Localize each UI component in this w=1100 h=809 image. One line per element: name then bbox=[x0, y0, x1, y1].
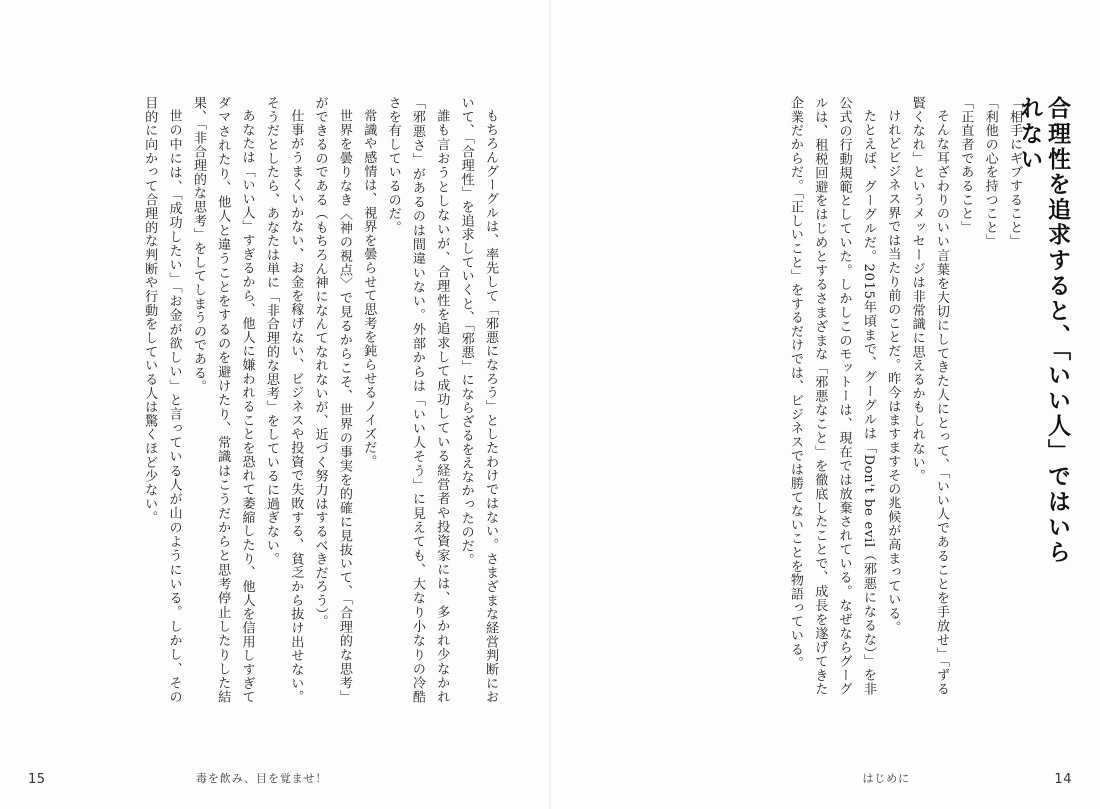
paragraph: 世界を曇りなき〈神の視点〉で見るからこそ、世界の事実を的確に見抜いて、「合理的な思考」ができるのである（もちろん神になんてなれないが、近づく努力はするべきだろう）。 bbox=[312, 96, 352, 704]
bullet-item: 「利他の心を持つこと」 bbox=[982, 96, 998, 249]
folio-right: 14 bbox=[1054, 772, 1072, 787]
bullet-item: 「正直者であること」 bbox=[958, 96, 974, 235]
paragraph: たとえば、グーグルだ。2015年頃まで、グーグルは「Don't be evil（邪悪になるな）」を非公式の行動規範としていた。しかしこのモットーは、現在では放棄されている。なぜならグーグルは、租税回避をはじめとするさまざまな「邪悪なこと」を徹底したことで、成長を遂げてきた企業だからだ。「正しいこと」をするだけでは、ビジネスでは勝てないことを物語っている。 bbox=[787, 96, 876, 696]
folio-left: 15 bbox=[28, 772, 46, 787]
running-head-right: はじめに bbox=[862, 772, 910, 785]
paragraph: けれどビジネス界では当たり前のことだ。昨今はますますその兆候が高まっている。 bbox=[885, 109, 901, 635]
paragraph: あなたは「いい人」すぎるから、他人に嫌われることを恐れて萎縮したり、他人を信用しすぎてダマされたり、他人と違うことをするのを避けたり、常識はこうだからと思考停止したりした結果、「非合理的な思考」をしてしまうのである。 bbox=[190, 96, 255, 704]
paragraph: そんな耳ざわりのいい言葉を大切にしてきた人にとって、「いい人であることを手放せ」「ずる賢くなれ」というメッセージは非常識に思えるかもしれない。 bbox=[909, 96, 949, 696]
paragraph: 常識や感情は、視界を曇らせて思考を鈍らせるノイズだ。 bbox=[361, 109, 377, 469]
page-title: 合理性を追求すると、「いい人」ではいられない bbox=[1016, 96, 1070, 566]
paragraph: 仕事がうまくいかない、お金を稼げない、ビジネスや投資で失敗する、貧乏から抜け出せない。そうだとしたら、あなたは単に「非合理的な思考」をしているに過ぎない。 bbox=[263, 96, 304, 704]
bullet-item: 「相手にギブすること」 bbox=[1007, 96, 1022, 249]
right-page-body bbox=[606, 96, 1026, 696]
paragraph: 誰も言おうとしないが、合理性を追求して成功している経営者や投資家には、多かれ少なかれ「邪悪さ」があるのは間違いない。外部からは「いい人そう」に見えても、大なり小なりの冷酷さを有しているのだ。 bbox=[385, 96, 450, 704]
page-right bbox=[550, 0, 1100, 809]
paragraph: 世の中には、「成功したい」「お金が欲しい」と言っている人が山のようにいる。しかし、その目的に向かって合理的な判断や行動をしている人は驚くほど少ない。 bbox=[142, 96, 182, 704]
running-head-left: 毒を飲み、目を覚ませ！ bbox=[196, 772, 328, 785]
paragraph: もちろんグーグルは、率先して「邪悪になろう」としたわけではない。さまざまな経営判断において、「合理性」を追求していくと、「邪悪」にならざるをえなかったのだ。 bbox=[458, 96, 498, 704]
left-page-body bbox=[42, 96, 502, 704]
